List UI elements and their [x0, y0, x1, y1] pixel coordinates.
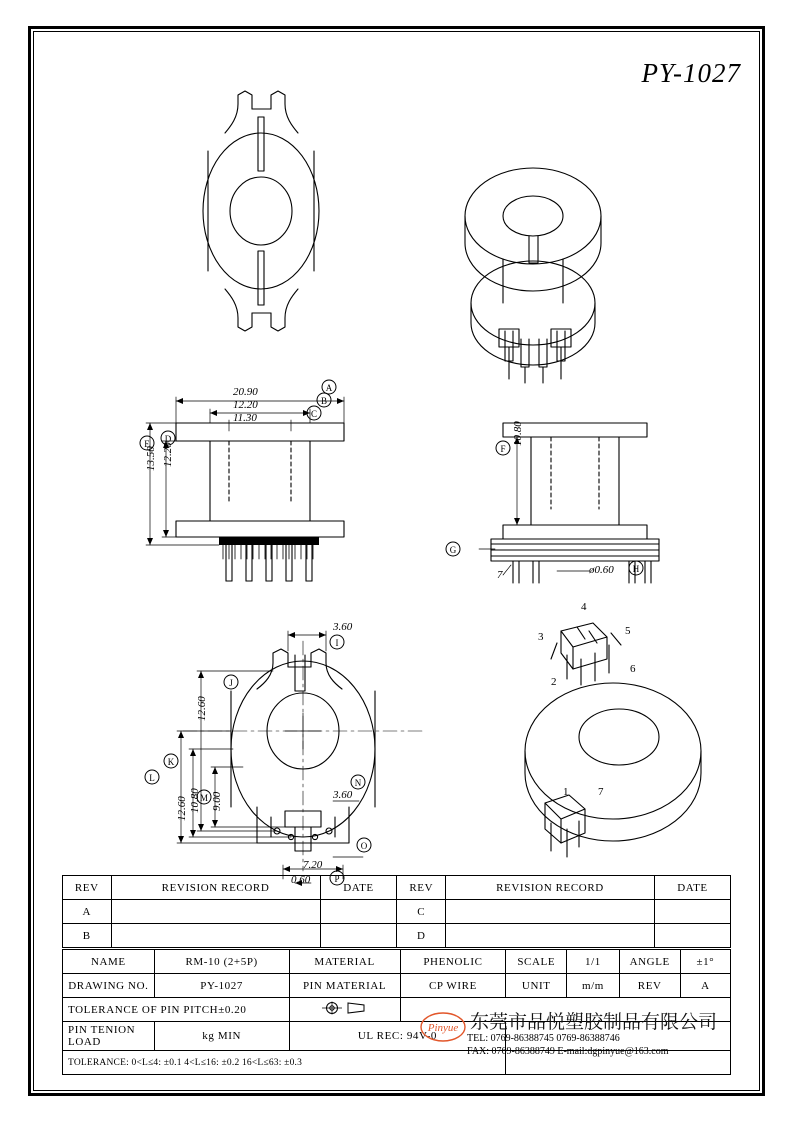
angle-value: ±1° [680, 950, 730, 974]
tolerance-pin-pitch: TOLERANCE OF PIN PITCH±0.20 [63, 998, 290, 1022]
pin-material-value: CP WIRE [400, 974, 506, 998]
name-label: NAME [63, 950, 155, 974]
ref-letter-K [163, 753, 179, 774]
rev-header-left: REV [63, 876, 112, 900]
dim-K-value: 12.60 [176, 796, 188, 821]
drawing-code-title: PY-1027 [641, 58, 741, 88]
svg-text:P: P [334, 874, 340, 884]
rev-d-record[interactable] [445, 924, 654, 948]
ref-letter-M [196, 789, 212, 810]
ref-letter-H [628, 560, 644, 581]
revision-record-header-left: REVISION RECORD [111, 876, 320, 900]
rev-c-record[interactable] [445, 900, 654, 924]
ref-letter-I [329, 634, 345, 655]
svg-text:E: E [144, 439, 150, 449]
ref-letter-E [139, 435, 155, 456]
pin-tension-unit: kg MIN [154, 1022, 289, 1051]
rev-label: REV [619, 974, 680, 998]
svg-text:A: A [325, 383, 333, 393]
svg-text:L: L [149, 773, 155, 783]
dim-D-value: 12.20 [162, 442, 174, 467]
first-angle-projection-icon [310, 1001, 380, 1015]
rev-a-record[interactable] [111, 900, 320, 924]
material-value: PHENOLIC [400, 950, 506, 974]
ref-letter-N [350, 774, 366, 795]
dim-C-value: 11.30 [233, 412, 257, 424]
ref-letter-D [160, 430, 176, 451]
svg-text:K: K [167, 757, 175, 767]
pin-number-3: 3 [538, 631, 544, 643]
company-fax: FAX: 0769-86388749 E-mail:dgpinyue@163.com [467, 1046, 669, 1057]
pin-number-5: 5 [625, 625, 631, 637]
svg-text:H: H [632, 564, 640, 574]
svg-text:O: O [360, 841, 368, 851]
company-stamp-logo [420, 1005, 460, 1045]
ref-letter-L [144, 769, 160, 790]
dim-B-value: 12.20 [233, 399, 258, 411]
ref-letter-C [306, 405, 322, 426]
drawing-no-value: PY-1027 [154, 974, 289, 998]
dim-G-value: 7 [497, 569, 503, 581]
dim-H-value: ø0.60 [589, 564, 614, 576]
pin-number-6: 6 [630, 663, 636, 675]
dim-E-value: 13.50 [145, 446, 157, 471]
svg-text:F: F [500, 444, 506, 454]
pin-tension-load-label: PIN TENION LOAD [63, 1022, 155, 1051]
pin-number-1: 1 [563, 786, 569, 798]
svg-text:Pinyue: Pinyue [427, 1022, 459, 1034]
rev-c-label: C [397, 900, 446, 924]
angle-label: ANGLE [619, 950, 680, 974]
rev-d-label: D [397, 924, 446, 948]
rev-b-label: B [63, 924, 112, 948]
dim-L-value: 10.80 [189, 788, 201, 813]
date-header-right: DATE [654, 876, 730, 900]
table-row [63, 950, 731, 974]
name-value: RM-10 (2+5P) [154, 950, 289, 974]
dim-I-value: 3.60 [333, 621, 353, 633]
scale-value: 1/1 [567, 950, 619, 974]
svg-text:G: G [449, 545, 457, 555]
svg-text:C: C [310, 409, 318, 419]
ref-letter-J [223, 674, 239, 695]
svg-text:M: M [199, 793, 209, 803]
unit-label: UNIT [506, 974, 567, 998]
revision-record-table [62, 875, 731, 948]
ul-rec-value: UL REC: 94V-0 [289, 1022, 506, 1051]
pin-material-label: PIN MATERIAL [289, 974, 400, 998]
dim-N-value: 3.60 [333, 789, 353, 801]
ref-letter-O [356, 837, 372, 858]
scale-label: SCALE [506, 950, 567, 974]
ref-letter-G [445, 541, 461, 562]
dim-J-value: 12.60 [196, 696, 208, 721]
svg-text:J: J [229, 678, 233, 688]
company-name: 东莞市品悦塑胶制品有限公司 [470, 1011, 718, 1033]
pin-number-4: 4 [581, 601, 587, 613]
table-row [63, 876, 731, 900]
svg-text:D: D [164, 434, 172, 444]
rev-d-date[interactable] [654, 924, 730, 948]
dim-M-value: 9.00 [211, 791, 223, 811]
svg-text:B: B [320, 396, 328, 406]
rev-a-date[interactable] [320, 900, 397, 924]
company-tel: TEL: 0769-86388745 0769-86388746 [467, 1033, 620, 1044]
table-row [63, 974, 731, 998]
svg-text:I: I [335, 638, 339, 648]
tolerance-general: TOLERANCE: 0<L≤4: ±0.1 4<L≤16: ±0.2 16<L≤63: ±0.3 [63, 1051, 506, 1075]
svg-text:N: N [354, 778, 362, 788]
date-header-left: DATE [320, 876, 397, 900]
dim-O-value: 7.20 [303, 859, 323, 871]
pin-number-2: 2 [551, 676, 557, 688]
rev-a-label: A [63, 900, 112, 924]
table-row [63, 924, 731, 948]
rev-c-date[interactable] [654, 900, 730, 924]
rev-header-right: REV [397, 876, 446, 900]
rev-b-record[interactable] [111, 924, 320, 948]
dim-F-value: 10.80 [512, 421, 524, 446]
projection-symbol-cell [289, 998, 400, 1022]
rev-value: A [680, 974, 730, 998]
dim-P-value: 0.60 [291, 874, 311, 886]
ref-letter-F [495, 440, 511, 461]
revision-record-header-right: REVISION RECORD [445, 876, 654, 900]
table-row [63, 900, 731, 924]
drawing-no-label: DRAWING NO. [63, 974, 155, 998]
rev-b-date[interactable] [320, 924, 397, 948]
material-label: MATERIAL [289, 950, 400, 974]
unit-value: m/m [567, 974, 619, 998]
dim-A-value: 20.90 [233, 386, 258, 398]
pin-number-7: 7 [598, 786, 604, 798]
